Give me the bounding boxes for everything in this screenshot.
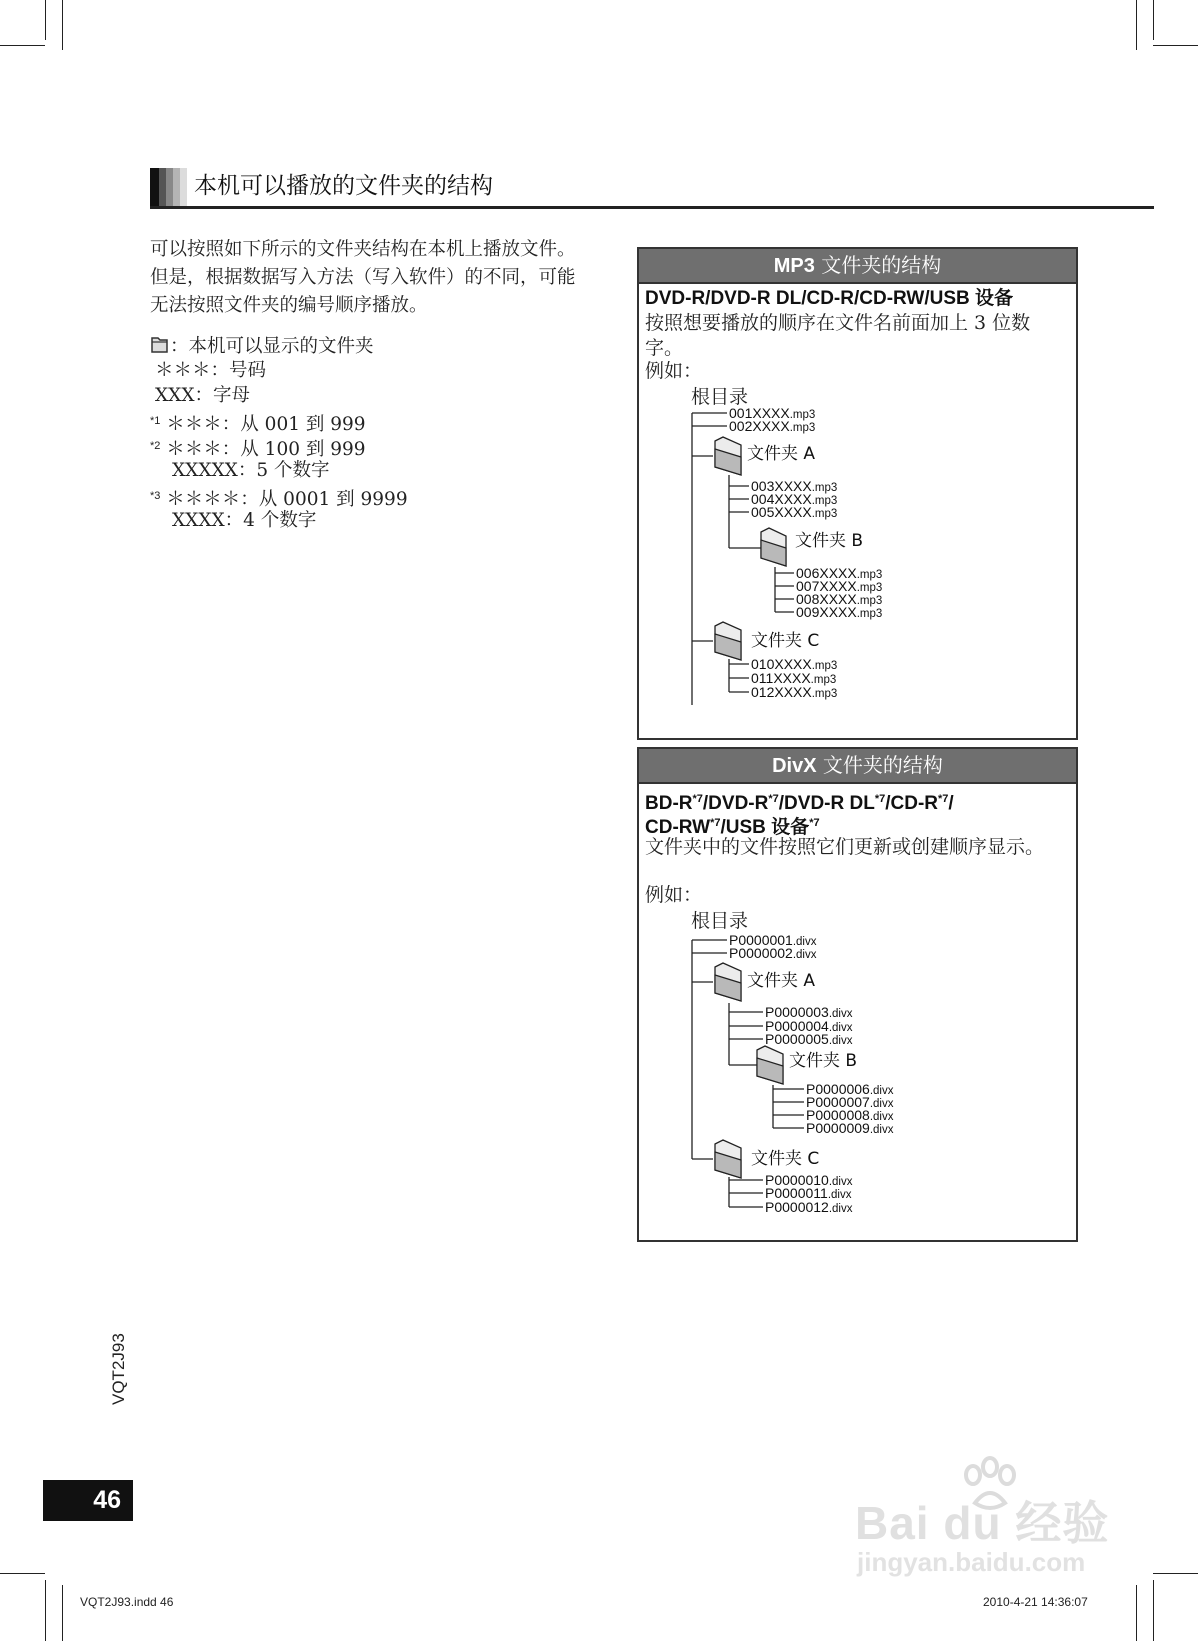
file-item: P0000002.divx [729,945,817,961]
divx-device-line-2: CD-RW$^{*7}$/USB 设备$^{*7}$ [645,817,820,838]
file-item: 009XXXX.mp3 [796,604,883,620]
crop-mark [1153,0,1154,40]
file-item: P0000006.divx [806,1081,894,1097]
crop-mark [1153,45,1198,46]
file-item: 001XXXX.mp3 [729,405,816,421]
divx-box-header [639,749,1076,784]
note1-mark: *1 [150,415,161,427]
document-code-vertical: VQT2J93 [109,1333,128,1405]
mp3-tree [639,405,1076,729]
file-item: 006XXXX.mp3 [796,565,883,581]
legend-note2-sub: XXXXX：5 个数字 [172,460,330,481]
folder-b-label: 文件夹 B [795,531,864,551]
folder-a-label: 文件夹 A [747,444,816,464]
page-number: 46 [43,1480,133,1521]
note2-mark: *2 [150,440,161,452]
file-item: 008XXXX.mp3 [796,591,883,607]
mp3-example-label: 例如： [645,360,703,382]
folder-icon [757,1046,783,1084]
file-item: 004XXXX.mp3 [751,491,838,507]
divx-tree [639,932,1076,1235]
crop-mark [0,1573,45,1574]
divx-description: 文件夹中的文件按照它们更新或创建顺序显示。 [645,836,1045,858]
section-title: 本机可以播放的文件夹的结构 [194,173,493,199]
divx-header-text: 文件夹的结构 [816,753,943,777]
mp3-root-label: 根目录 [691,386,749,408]
intro-paragraph: 可以按照如下所示的文件夹结构在本机上播放文件。但是，根据数据写入方法（写入软件）的不同，可能无法按照文件夹的编号顺序播放。 [150,239,576,316]
file-item: 002XXXX.mp3 [729,418,816,434]
legend-note2 [150,434,366,462]
file-item: 003XXXX.mp3 [751,478,838,494]
crop-mark [1153,1573,1198,1574]
crop-mark [45,0,46,40]
file-item: P0000008.divx [806,1107,894,1123]
file-item: P0000003.divx [765,1004,853,1020]
folder-icon [761,528,786,566]
file-item: P0000012.divx [765,1199,853,1215]
file-item: P0000007.divx [806,1094,894,1110]
baidu-watermark [855,1455,1135,1585]
legend-note3-sub: XXXX：4 个数字 [172,510,317,531]
legend-folder [150,335,374,359]
folder-b-label: 文件夹 B [789,1051,858,1071]
crop-mark [62,1585,63,1641]
note3-text: ＊＊＊＊：从 0001 到 9999 [166,489,408,510]
crop-mark [45,1580,46,1641]
legend-note1 [150,409,366,437]
file-item: P0000011.divx [765,1185,852,1201]
divx-device-line-1: $BD-R^{*7}/DVD-R^{*7}/DVD-R$ $DL^{*7}/CD-R^{*7}/$ [645,793,954,814]
file-item: 010XXXX.mp3 [751,656,838,672]
crop-mark [0,45,45,46]
folder-icon [715,622,741,660]
divx-example-label: 例如： [645,884,703,906]
folder-icon [715,963,741,1001]
mp3-device-line: DVD-R/DVD-R DL/CD-R/CD-RW/USB 设备 [645,288,1014,309]
file-item: 007XXXX.mp3 [796,578,883,594]
watermark-url: jingyan.baidu.com [857,1547,1086,1577]
mp3-header-bold: MP3 [773,255,815,277]
mp3-description: 按照想要播放的顺序在文件名前面加上 3 位数字。 [645,312,1031,359]
mp3-header-text: 文件夹的结构 [814,253,942,277]
folder-c-label: 文件夹 C [751,1149,820,1169]
divx-root-label: 根目录 [691,910,749,932]
note3-mark: *3 [150,490,161,502]
mp3-box-header [639,249,1076,284]
crop-mark [1153,1580,1154,1641]
watermark-brand: Bai du 经验 [855,1497,1110,1549]
legend-note3 [150,484,408,512]
legend-folder-text: ：本机可以显示的文件夹 [170,336,374,357]
file-item: 011XXXX.mp3 [751,670,837,686]
file-item: P0000005.divx [765,1031,853,1047]
mp3-structure-box [637,247,1078,740]
file-item: P0000004.divx [765,1018,853,1034]
file-item: 005XXXX.mp3 [751,504,838,520]
legend-number: ＊＊＊：号码 [155,360,267,381]
file-item: P0000001.divx [729,932,817,948]
folder-icon [715,1140,741,1178]
file-item: 012XXXX.mp3 [751,684,838,700]
crop-mark [1136,1585,1137,1641]
divx-header-bold: DivX [772,755,817,777]
legend-letter: XXX：字母 [155,385,251,406]
note2-text: ＊＊＊：从 100 到 999 [166,439,366,460]
note1-text: ＊＊＊：从 001 到 999 [166,414,366,435]
heading-rule [150,206,1154,209]
crop-mark [1136,0,1137,50]
folder-icon [715,437,741,475]
folder-c-label: 文件夹 C [751,631,820,651]
footer-timestamp: 2010-4-21 14:36:07 [983,1595,1088,1609]
folder-a-label: 文件夹 A [747,971,816,991]
file-item: P0000010.divx [765,1172,853,1188]
crop-mark [62,0,63,50]
folder-icon [150,335,170,355]
divx-structure-box [637,747,1078,1242]
footer-file-info: VQT2J93.indd 46 [80,1595,174,1609]
file-item: P0000009.divx [806,1120,894,1136]
